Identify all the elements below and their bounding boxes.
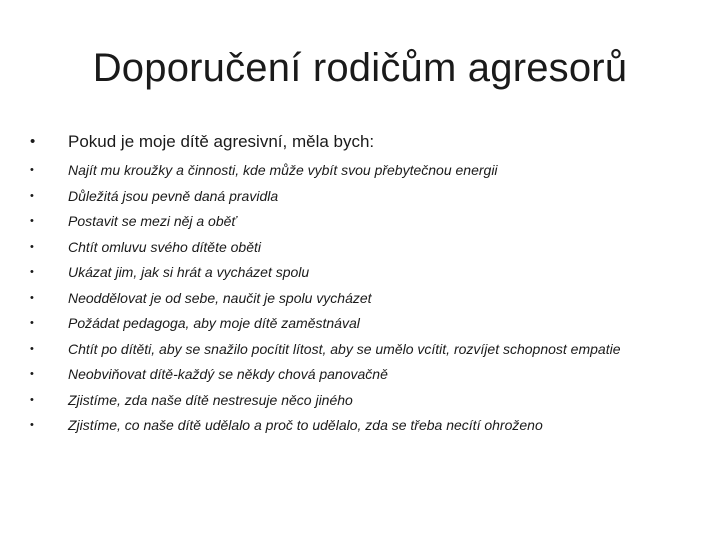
list-item <box>30 288 690 310</box>
slide-title: Doporučení rodičům agresorů <box>92 46 628 90</box>
bullet-icon: • <box>30 133 36 150</box>
bullet-icon: • <box>30 266 34 278</box>
list-item-text: Chtít omluvu svého dítěte oběti <box>68 238 261 255</box>
list-item-text: Chtít po dítěti, aby se snažilo pocítit lítost, aby se umělo vcítit, rozvíjet schopnost empatie <box>68 340 621 357</box>
list-item <box>30 186 690 208</box>
recommendation-list <box>30 160 690 441</box>
list-item-text: Důležitá jsou pevně daná pravidla <box>68 187 279 204</box>
list-item <box>30 390 690 412</box>
list-item-text: Najít mu kroužky a činnosti, kde může vybít svou přebytečnou energii <box>68 162 498 178</box>
list-item-text: Postavit se mezi něj a oběť <box>68 213 237 229</box>
bullet-icon: • <box>30 342 34 355</box>
list-item-text: Zjistíme, zda naše dítě nestresuje něco jiného <box>68 391 353 408</box>
bullet-icon: • <box>30 291 34 304</box>
list-item <box>30 262 690 284</box>
list-item <box>30 160 690 182</box>
list-item <box>30 339 690 361</box>
bullet-icon: • <box>30 189 34 202</box>
list-item-text: Požádat pedagoga, aby moje dítě zaměstnával <box>68 315 360 331</box>
bullet-icon: • <box>30 215 34 227</box>
list-item-text: Neobviňovat dítě-každý se někdy chová panovačně <box>68 366 388 382</box>
intro-line <box>30 131 690 153</box>
list-item-text: Ukázat jim, jak si hrát a vycházet spolu <box>68 264 310 280</box>
list-item <box>30 211 690 233</box>
bullet-icon: • <box>30 164 34 176</box>
bullet-icon: • <box>30 393 34 406</box>
list-item-text: Zjistíme, co naše dítě udělalo a proč to udělalo, zda se třeba necítí ohroženo <box>68 417 543 433</box>
bullet-icon: • <box>30 317 34 329</box>
bullet-icon: • <box>30 368 34 380</box>
list-item-text: Neoddělovat je od sebe, naučit je spolu vycházet <box>68 289 372 306</box>
bullet-icon: • <box>30 240 34 253</box>
list-item <box>30 313 690 335</box>
bullet-icon: • <box>30 419 34 431</box>
list-item <box>30 237 690 259</box>
intro-text: Pokud je moje dítě agresivní, měla bych: <box>68 132 375 151</box>
list-item <box>30 364 690 386</box>
list-item <box>30 415 690 437</box>
